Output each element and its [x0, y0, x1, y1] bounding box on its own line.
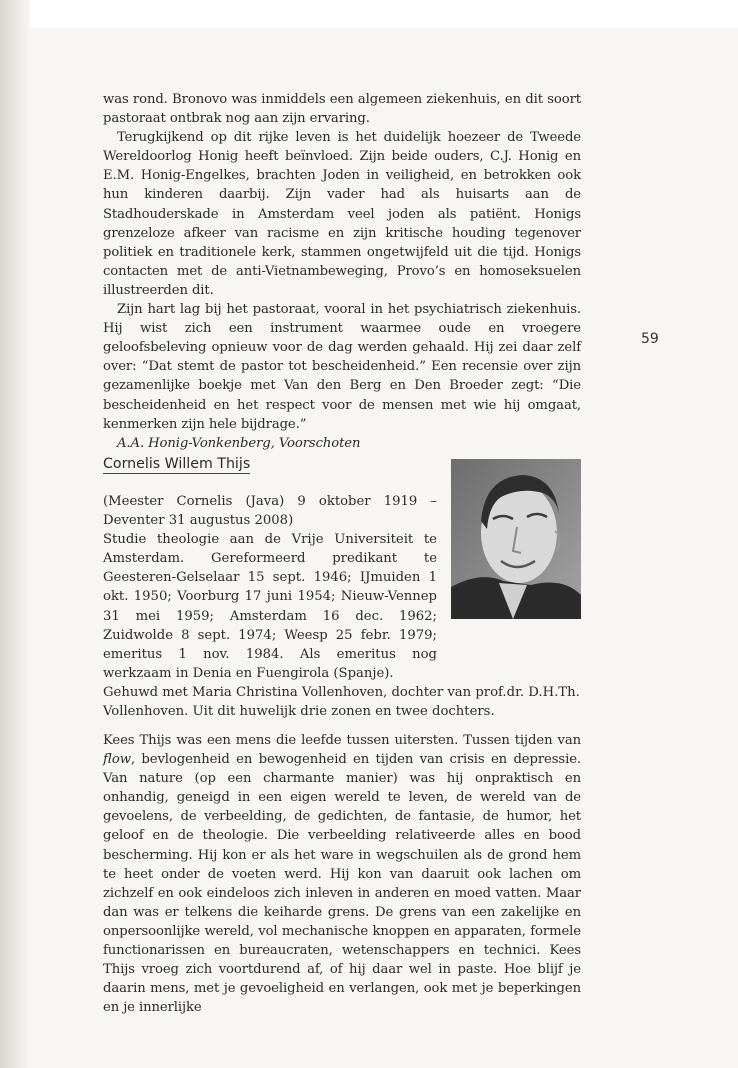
bio-marriage: Gehuwd met Maria Christina Vollenhoven, dochter van prof.dr. D.H.Th. Vollenhoven. Uit dit huwelijk drie zonen en twee dochters.	[103, 684, 580, 720]
author-signature: A.A. Honig-Vonkenberg, Voorschoten	[117, 435, 361, 451]
paragraph-kees-thijs	[103, 731, 581, 1017]
bio-career: Studie theologie aan de Vrije Universiteit te Amsterdam. Gereformeerd predikant te Geesteren-Gelselaar 15 sept. 1946; IJmuiden 1 okt. 1950; Voorburg 17 juni 1954; Nieuw-Vennep 31 mei 1959; Amsterdam 16 dec. 1962; Zuidwolde 8 sept. 1974; Weesp 25 febr. 1979; emeritus 1 nov. 1984. Als emeritus nog werkzaam in Denia en Fuengirola (Spanje).	[103, 532, 437, 681]
bio-birth-death: (Meester Cornelis (Java) 9 oktober 1919 – Deventer 31 augustus 2008)	[103, 494, 437, 529]
paragraph-pastoral: Zijn hart lag bij het pastoraat, vooral in het psychiatrisch ziekenhuis. Hij wist zich een instrument waarmee oude en vroegere geloofsbeleving opnieuw voor de dag werden gehaald. Hij zei daar zelf over: “Dat stemt de pastor tot bescheidenheid.” Een recensie over zijn gezamenlijke boekje met Van den Berg en Den Broeder zegt: “Die bescheidenheid en het respect voor de mensen met wie hij omgaat, kenmerken zijn hele bijdrage.”	[103, 302, 581, 432]
scan-top-band	[0, 0, 738, 28]
bottom-text-block	[103, 731, 581, 1017]
paragraph-continuation: was rond. Bronovo was inmiddels een algemeen ziekenhuis, en dit soort pastoraat ontbrak nog aan zijn ervaring.	[103, 92, 581, 127]
body-text-flow: flow	[103, 752, 131, 768]
body-text-part2: , bevlogenheid en bewogenheid en tijden van crisis en depressie. Van nature (op een charmante manier) was hij onpraktisch en onhandig, geneigd in een eigen wereld te leven, de wereld van de gevoelens, de verbeelding, de gedichten, de fantasie, de humor, het geloof en de theologie. Die verbeelding relativeerde alles en bood bescherming. Hij kon er als het ware in wegschuilen als de grond hem te heet onder de voeten werd. Hij kon van daaruit ook lachen om zichzelf en ook eindeloos zich inleven in anderen en moed vatten. Maar dan was er telkens die keiharde grens. De grens van een zakelijke en onpersoonlijke wereld, vol mechanische knoppen en apparaten, formele functionarissen en bureaucraten, wetenschappers en technici. Kees Thijs vroeg zich voortdurend af, of hij daar wel in paste. Hoe blijf je daarin mens, met je gevoeligheid en verlangen, ook met je beperkingen en je innerlijke	[103, 752, 581, 1016]
entry-heading: Cornelis Willem Thijs	[103, 456, 251, 472]
body-text-part1: Kees Thijs was een mens die leefde tussen uitersten. Tussen tijden van	[103, 733, 581, 748]
bio-block	[103, 492, 581, 721]
page-number: 59	[641, 331, 659, 347]
top-text-block	[103, 90, 581, 453]
binding-shadow	[0, 0, 30, 1068]
paragraph-world-war: Terugkijkend op dit rijke leven is het duidelijk hoezeer de Tweede Wereldoorlog Honig heeft beïnvloed. Zijn beide ouders, C.J. Honig en E.M. Honig-Engelkes, brachten Joden in veiligheid, en betrokken ook hun kinderen daarbij. Zijn vader had als huisarts aan de Stadhouderskade in Amsterdam veel joden als patiënt. Honigs grenzeloze afkeer van racisme en zijn kritische houding tegenover politiek en traditionele kerk, stammen ongetwijfeld uit die tijd. Honigs contacten met de anti-Vietnambeweging, Provo’s en homoseksuelen illustreerden dit.	[103, 130, 581, 298]
